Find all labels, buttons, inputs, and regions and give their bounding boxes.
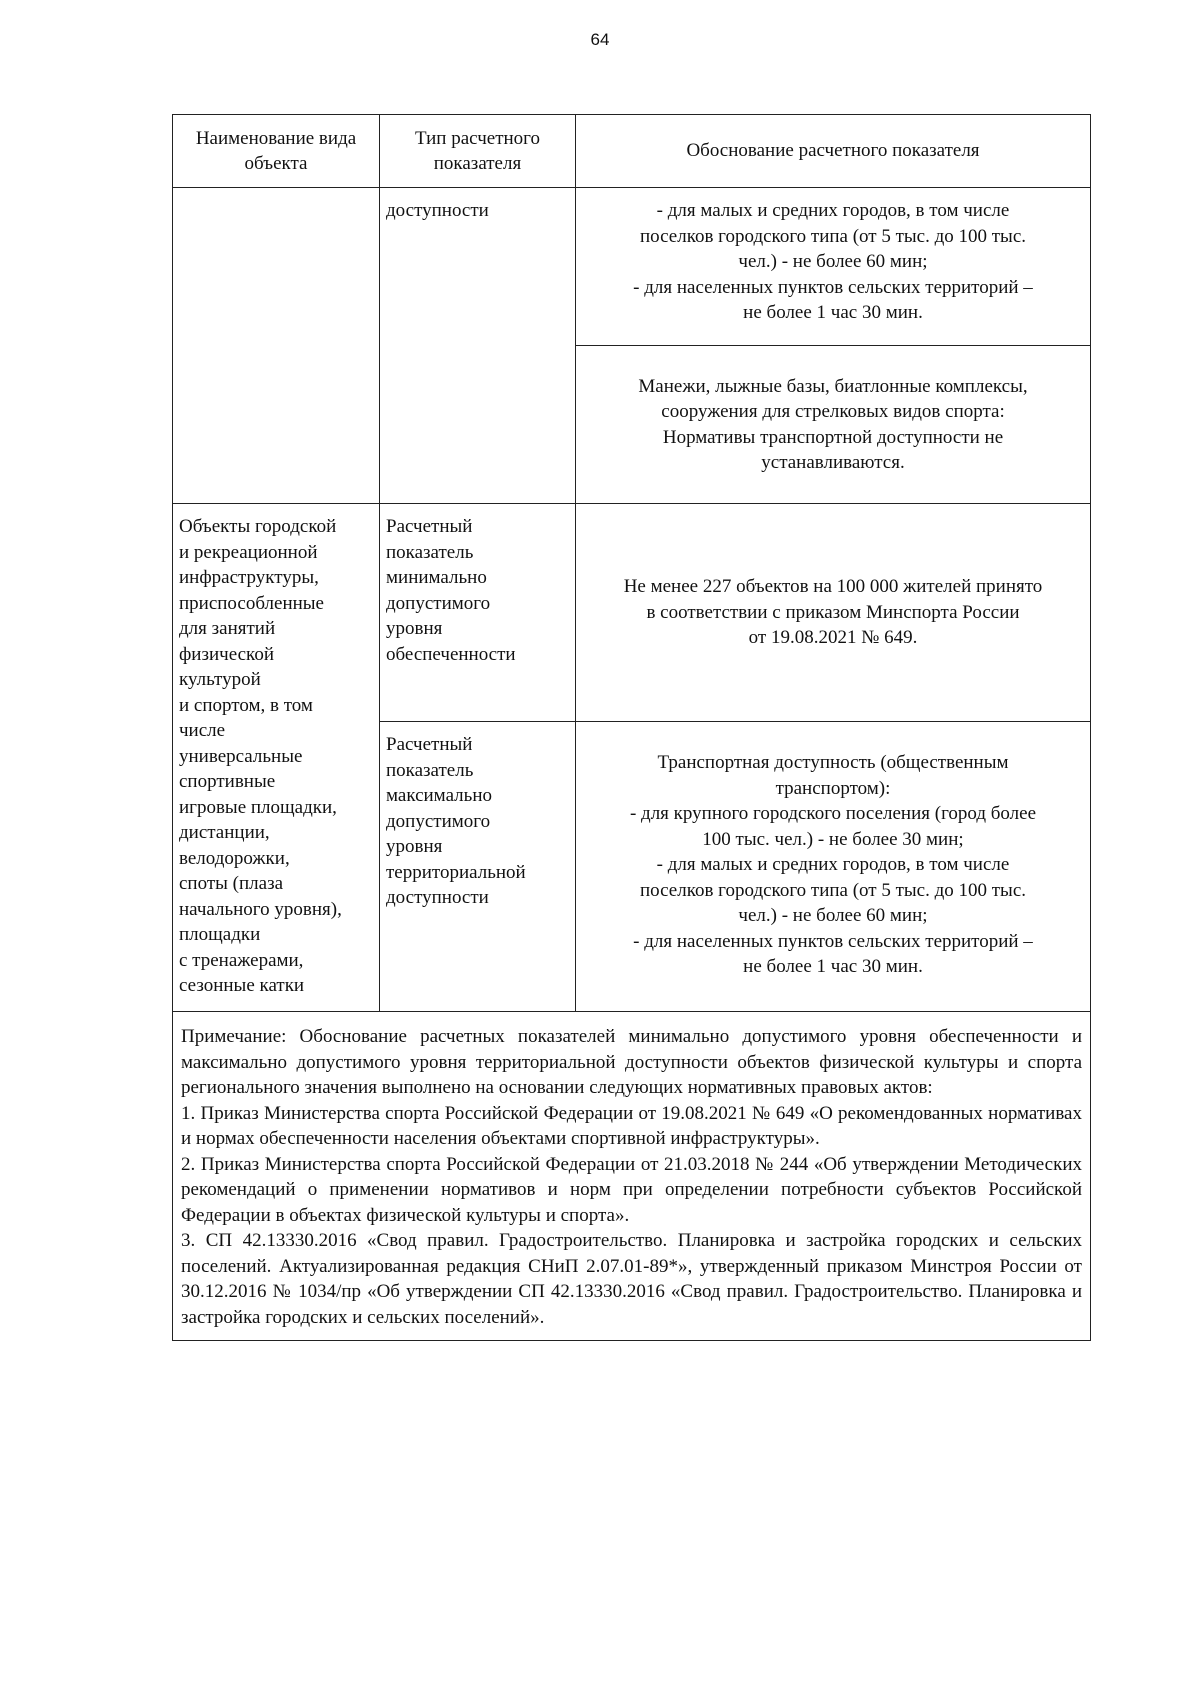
text-line: Не менее 227 объектов на 100 000 жителей принято	[623, 576, 1043, 598]
text-line: чел.) - не более 60 мин;	[738, 905, 928, 926]
text-line: Объекты городской	[179, 516, 337, 537]
text-line: допустимого	[386, 810, 491, 832]
text-line: - для крупного городского поселения (город более	[629, 803, 1037, 824]
text-line: Нормативы транспортной доступности не	[662, 426, 1004, 448]
text-line: показатель	[386, 759, 474, 781]
text-line: физической	[179, 643, 274, 665]
text-line: 100 тыс. чел.) - не более 30 мин;	[702, 828, 964, 850]
note-intro: Примечание: Обоснование расчетных показателей минимально допустимого уровня обеспеченности и максимально допустимого уровня территориальной доступности объектов физической культуры и спорта регионального значения выполнено на основании следующих нормативных правовых актов:	[181, 1026, 1082, 1098]
text-line: устанавливаются.	[761, 452, 905, 473]
note-row	[173, 1012, 1091, 1341]
text-line: транспортом):	[775, 777, 891, 799]
table-row	[173, 188, 1091, 346]
text-line: не более 1 час 30 мин.	[743, 956, 923, 977]
text-line: игровые площадки,	[179, 796, 337, 818]
text-line: и спортом, в том	[179, 694, 313, 716]
text-line: - для малых и средних городов, в том числе	[656, 854, 1010, 875]
text-line: с тренажерами,	[179, 949, 304, 971]
table-row	[173, 504, 1091, 722]
table-header-row	[173, 115, 1091, 188]
text-line: Расчетный	[386, 734, 473, 755]
text-line: Расчетный	[386, 516, 473, 537]
text-line: поселков городского типа (от 5 тыс. до 100 тыс.	[639, 879, 1027, 901]
text-line: не более 1 час 30 мин.	[743, 302, 923, 323]
justification-cell	[576, 346, 1091, 504]
text-line: доступности	[386, 887, 489, 908]
text-line: приспособленные	[179, 592, 324, 614]
indicator-type-cell	[380, 188, 576, 504]
text-line: поселков городского типа (от 5 тыс. до 100 тыс.	[639, 225, 1027, 247]
header-justification: Обоснование расчетного показателя	[576, 115, 1091, 188]
text-line: - для населенных пунктов сельских территорий –	[633, 276, 1033, 298]
text-line: минимально	[386, 567, 487, 588]
justification-cell	[576, 722, 1091, 1012]
text-line: велодорожки,	[179, 847, 290, 869]
text-line: начального уровня),	[179, 898, 342, 920]
text-line: от 19.08.2021 № 649.	[748, 627, 918, 649]
text-line: Транспортная доступность (общественным	[657, 752, 1009, 773]
text-line: показатель	[386, 541, 474, 563]
indicator-type-text: доступности	[386, 200, 489, 221]
indicator-type-cell	[380, 504, 576, 722]
text-line: дистанции,	[179, 822, 270, 843]
note-item-2: 2. Приказ Министерства спорта Российской Федерации от 21.03.2018 № 244 «Об утверждении Методических рекомендаций о применении нормативов и норм при определении потребности субъектов Российской Федерации в объектах физической культуры и спорта».	[181, 1153, 1082, 1226]
note-cell	[173, 1012, 1091, 1341]
text-line: обеспеченности	[386, 643, 516, 665]
text-line: сооружения для стрелковых видов спорта:	[661, 401, 1005, 422]
norms-table	[172, 114, 1091, 1341]
text-line: уровня	[386, 618, 443, 639]
text-line: допустимого	[386, 592, 491, 614]
text-line: сезонные катки	[179, 975, 305, 996]
text-line: в соответствии с приказом Минспорта России	[646, 601, 1020, 623]
object-name-cell	[173, 504, 380, 1012]
text-line: для занятий	[179, 618, 276, 639]
text-line: площадки	[179, 924, 261, 945]
header-indicator-type: Тип расчетного показателя	[380, 115, 576, 188]
justification-cell	[576, 504, 1091, 722]
text-line: - для малых и средних городов, в том числе	[656, 200, 1010, 221]
object-cell-empty	[173, 188, 380, 504]
text-line: культурой	[179, 669, 261, 690]
page-number: 64	[590, 30, 610, 49]
text-line: числе	[179, 720, 226, 741]
text-line: чел.) - не более 60 мин;	[738, 251, 928, 272]
note-item-3: 3. СП 42.13330.2016 «Свод правил. Градостроительство. Планировка и застройка городских и сельских поселений. Актуализированная редакция СНиП 2.07.01-89*», утвержденный приказом Минстроя России от 30.12.2016 № 1034/пр «Об утверждении СП 42.13330.2016 «Свод правил. Градостроительство. Планировка и застройка городских и сельских поселений».	[181, 1230, 1082, 1328]
text-line: территориальной	[386, 861, 526, 883]
text-line: споты (плаза	[179, 873, 284, 894]
text-line: универсальные	[179, 745, 303, 767]
indicator-type-cell	[380, 722, 576, 1012]
header-object-type: Наименование вида объекта	[173, 115, 380, 188]
text-line: Манежи, лыжные базы, биатлонные комплексы,	[638, 375, 1028, 397]
justification-cell	[576, 188, 1091, 346]
text-line: максимально	[386, 785, 492, 806]
note-item-1: 1. Приказ Министерства спорта Российской Федерации от 19.08.2021 № 649 «О рекомендованных нормативах и нормах обеспеченности населения объектами спортивной инфраструктуры».	[181, 1102, 1082, 1149]
text-line: - для населенных пунктов сельских территорий –	[633, 930, 1033, 952]
text-line: инфраструктуры,	[179, 567, 319, 588]
text-line: и рекреационной	[179, 541, 318, 563]
text-line: уровня	[386, 836, 443, 857]
text-line: спортивные	[179, 771, 276, 792]
